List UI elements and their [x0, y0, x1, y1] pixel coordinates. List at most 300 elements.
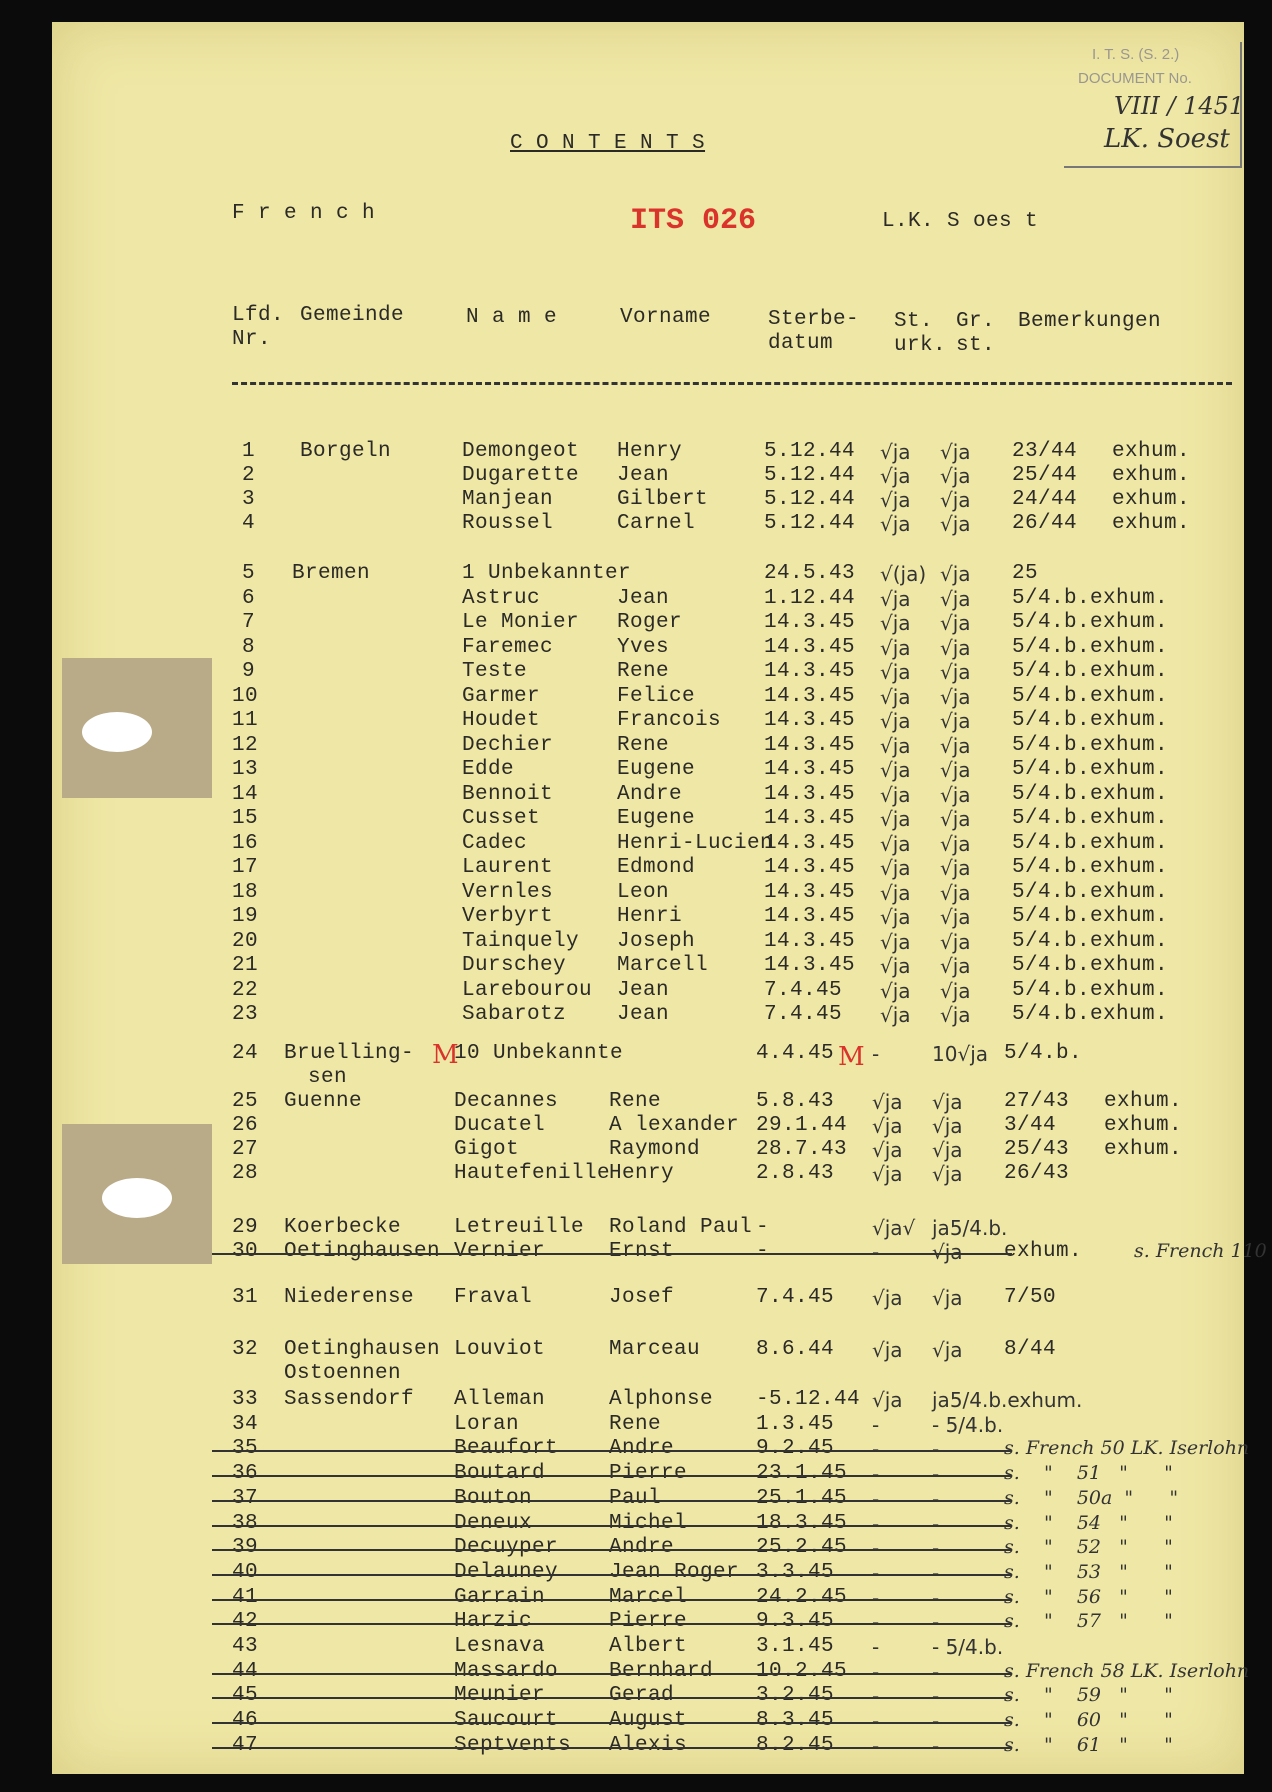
row-number: 31 — [232, 1286, 259, 1309]
row-name: Vernles — [462, 880, 554, 904]
row-st-urk: √ja — [880, 440, 911, 464]
header-datum: datum — [768, 332, 834, 355]
row-st-urk: √ja — [872, 1162, 903, 1186]
row-st-urk: √ja — [872, 1114, 903, 1138]
row-st-urk: √ja — [872, 1338, 903, 1362]
row-bemerkung: s. " 52 " " — [1004, 1536, 1173, 1559]
row-number: 24 — [232, 1042, 259, 1065]
row-gr-st: - — [932, 1709, 940, 1734]
row-st-urk: √(ja) — [880, 562, 927, 586]
row-vorname: Rene — [617, 660, 670, 683]
row-number: 26 — [232, 1114, 259, 1137]
row-datum: 14.3.45 — [764, 929, 856, 953]
row-st-urk: √ja — [880, 635, 911, 660]
row-name: Meunier — [454, 1684, 546, 1708]
row-st-urk: √ja — [880, 488, 911, 512]
row-bemerkung-2: exhum. — [1112, 512, 1191, 535]
row-datum: 29.1.44 — [756, 1114, 848, 1137]
row-name: Astruc — [462, 586, 541, 610]
row-gr-st: √ja — [940, 684, 971, 709]
row-st-urk: √ja — [880, 586, 911, 611]
row-bemerkung: 25/44 — [1012, 464, 1078, 487]
row-datum: 14.3.45 — [764, 807, 856, 830]
row-number: 15 — [232, 807, 259, 830]
row-gr-st: √ja — [940, 905, 971, 929]
row-gr-st: √ja — [932, 1138, 963, 1162]
row-st-urk: - — [872, 1709, 880, 1734]
row-vorname: Joseph — [617, 929, 696, 953]
row-gr-st: - — [932, 1733, 940, 1758]
row-number: 39 — [232, 1536, 259, 1560]
row-datum: 5.12.44 — [764, 488, 856, 511]
row-datum: 3.1.45 — [756, 1635, 835, 1658]
row-bemerkung: 26/43 — [1004, 1162, 1070, 1185]
row-vorname: Henri-Lucien — [617, 831, 774, 855]
row-vorname: Eugene — [617, 758, 696, 781]
row-gr-st: √ja — [932, 1338, 963, 1362]
row-name: Ducatel — [454, 1114, 546, 1137]
row-vorname: Pierre — [609, 1610, 688, 1634]
row-gr-st: √ja — [940, 660, 971, 684]
row-bemerkung: 8/44 — [1004, 1338, 1057, 1361]
row-gr-st: √ja — [940, 831, 971, 856]
row-vorname: Roland Paul — [609, 1216, 753, 1239]
row-gemeinde-2: Ostoennen — [284, 1362, 402, 1385]
row-gr-st: - — [932, 1437, 940, 1462]
row-bemerkung: 23/44 — [1012, 440, 1078, 463]
row-gemeinde: Bruelling- — [284, 1042, 415, 1065]
row-datum: 14.3.45 — [764, 831, 856, 855]
row-bemerkung: 27/43 — [1004, 1090, 1070, 1113]
row-vorname: Jean — [617, 978, 670, 1002]
row-vorname: Marcell — [617, 954, 709, 977]
row-bemerkung-2: s. French 110 — [1134, 1240, 1267, 1262]
row-bemerkung: 5/4.b.exhum. — [1012, 929, 1169, 953]
strike-line — [212, 1574, 1012, 1576]
row-datum: 7.4.45 — [756, 1286, 835, 1309]
row-vorname: Gerad — [609, 1684, 675, 1708]
header-lfd: Lfd. — [232, 304, 285, 327]
row-bemerkung: 5/4.b.exhum. — [1012, 611, 1169, 634]
row-vorname: Jean — [617, 464, 670, 487]
row-gr-st: √ja — [940, 488, 971, 512]
row-st-urk: √ja — [880, 856, 911, 880]
row-st-urk: √ja — [880, 464, 911, 488]
row-number: 25 — [232, 1090, 259, 1113]
row-name: Dechier — [462, 733, 554, 757]
row-gemeinde: Oetinghausen — [284, 1240, 441, 1263]
red-mark-m2: M — [838, 1042, 865, 1072]
row-gr-st: √ja — [932, 1286, 963, 1310]
row-datum: 1.12.44 — [764, 586, 856, 610]
row-number: 45 — [232, 1684, 259, 1708]
row-name: Fraval — [454, 1286, 533, 1309]
row-bemerkung-2: exhum. — [1104, 1114, 1183, 1137]
row-bemerkung: 5/4.b. — [1004, 1042, 1083, 1065]
row-bemerkung: 5/4.b.exhum. — [1012, 660, 1169, 683]
row-name: Le Monier — [462, 611, 580, 634]
row-st-urk: √ja — [880, 905, 911, 929]
row-bemerkung-2: exhum. — [1112, 464, 1191, 487]
header-gr: Gr. — [956, 310, 996, 333]
row-bemerkung: 5/4.b.exhum. — [1012, 782, 1169, 806]
row-datum: 14.3.45 — [764, 954, 856, 977]
strike-line — [212, 1450, 1012, 1452]
row-number: 19 — [232, 905, 259, 928]
row-st-urk: √ja — [880, 831, 911, 856]
row-vorname: Francois — [617, 709, 722, 732]
row-name: Septvents — [454, 1733, 572, 1757]
row-st-urk: - — [872, 1511, 880, 1536]
row-vorname: Pierre — [609, 1462, 688, 1486]
row-number: 14 — [232, 782, 259, 806]
row-vorname: Roger — [617, 611, 683, 634]
row-st-urk: √ja — [872, 1138, 903, 1162]
row-st-urk: √ja — [880, 660, 911, 684]
row-name: Cusset — [462, 807, 541, 830]
row-bemerkung: 5/4.b.exhum. — [1012, 856, 1169, 879]
row-vorname: Rene — [617, 733, 670, 757]
row-vorname: Yves — [617, 635, 670, 659]
row-name: Dugarette — [462, 464, 580, 487]
row-number: 27 — [232, 1138, 259, 1161]
strike-line — [212, 1253, 1012, 1255]
row-name: Hautefenille — [454, 1162, 611, 1185]
row-name: Harzic — [454, 1610, 533, 1634]
row-name: Delauney — [454, 1560, 559, 1584]
strike-line — [212, 1722, 1012, 1724]
row-vorname: Andre — [617, 782, 683, 806]
row-gr-st: √ja — [940, 929, 971, 954]
stamp-line-2: DOCUMENT No. — [1078, 70, 1192, 87]
row-number: 8 — [242, 635, 256, 659]
row-name: Garrain — [454, 1585, 546, 1609]
row-number: 38 — [232, 1511, 259, 1535]
row-st-urk: √ja — [880, 954, 911, 978]
row-number: 5 — [242, 562, 256, 585]
row-name: Louviot — [454, 1338, 546, 1361]
row-number: 47 — [232, 1733, 259, 1757]
row-vorname: Paul — [609, 1486, 662, 1510]
row-name: Garmer — [462, 684, 541, 708]
row-name: Decannes — [454, 1090, 559, 1113]
row-gemeinde: Borgeln — [300, 440, 392, 463]
row-datum: 3.2.45 — [756, 1684, 835, 1708]
row-st-urk: √ja — [880, 1003, 911, 1027]
row-vorname: Alexis — [609, 1733, 688, 1757]
row-st-urk: - — [872, 1240, 880, 1264]
document-page — [52, 22, 1267, 1774]
document-stamp — [1064, 42, 1245, 168]
row-st-urk: - — [872, 1635, 880, 1659]
row-gr-st: √ja — [940, 1003, 971, 1027]
row-vorname: Albert — [609, 1635, 688, 1658]
row-st-urk: √ja — [880, 880, 911, 905]
row-vorname: Eugene — [617, 807, 696, 830]
row-name: Edde — [462, 758, 515, 781]
row-number: 37 — [232, 1486, 259, 1510]
row-bemerkung: s. " 53 " " — [1004, 1560, 1173, 1583]
row-name: Teste — [462, 660, 528, 683]
row-vorname: Marceau — [609, 1338, 701, 1361]
row-number: 40 — [232, 1560, 259, 1584]
row-st-urk: √ja — [872, 1286, 903, 1310]
row-bemerkung: s. " 61 " " — [1004, 1733, 1173, 1756]
row-datum: 8.2.45 — [756, 1733, 835, 1757]
strike-line — [212, 1673, 1012, 1675]
row-name: Laurent — [462, 856, 554, 879]
row-name: Faremec — [462, 635, 554, 659]
row-name: Verbyrt — [462, 905, 554, 928]
header-st: St. — [894, 310, 934, 333]
row-vorname: Leon — [617, 880, 670, 904]
row-number: 33 — [232, 1388, 259, 1411]
row-name: Boutard — [454, 1462, 546, 1486]
row-bemerkung: s. " 51 " " — [1004, 1462, 1173, 1485]
row-name: 10 Unbekannte — [454, 1042, 624, 1065]
row-name: Bennoit — [462, 782, 554, 806]
row-gr-st: √ja — [932, 1090, 963, 1114]
row-name: Lesnava — [454, 1635, 546, 1658]
strike-line — [212, 1697, 1012, 1699]
row-vorname: Henri — [617, 905, 683, 928]
row-st-urk: √ja — [872, 1388, 903, 1412]
row-datum: 9.2.45 — [756, 1437, 835, 1461]
row-st-urk: √ja — [880, 782, 911, 807]
row-gr-st: 10√ja — [932, 1042, 989, 1066]
page-title: C O N T E N T S — [510, 132, 706, 155]
row-name: Manjean — [462, 488, 554, 511]
row-vorname: Alphonse — [609, 1388, 714, 1411]
stamp-number: VIII / 1451 — [1114, 92, 1245, 120]
row-vorname: Josef — [609, 1286, 675, 1309]
row-datum: 14.3.45 — [764, 758, 856, 781]
row-datum: 14.3.45 — [764, 905, 856, 928]
row-gr-st: - — [932, 1486, 940, 1511]
row-gemeinde: Koerbecke — [284, 1216, 402, 1239]
row-st-urk: - — [872, 1437, 880, 1462]
row-number: 9 — [242, 660, 256, 683]
row-gr-st: - — [932, 1684, 940, 1709]
header-sterbe: Sterbe- — [768, 308, 860, 331]
row-gemeinde-2: sen — [308, 1066, 348, 1089]
row-name: Tainquely — [462, 929, 580, 953]
row-bemerkung: 5/4.b.exhum. — [1012, 586, 1169, 610]
row-vorname: Bernhard — [609, 1659, 714, 1683]
row-datum: 5.12.44 — [764, 440, 856, 463]
row-st-urk: - — [872, 1659, 880, 1684]
row-datum: -5.12.44 — [756, 1388, 861, 1411]
row-gr-st: √ja — [932, 1240, 963, 1264]
row-datum: 14.3.45 — [764, 733, 856, 757]
row-name: Saucourt — [454, 1709, 559, 1733]
row-st-urk: √ja — [880, 978, 911, 1003]
row-bemerkung: 5/4.b.exhum. — [1012, 684, 1169, 708]
row-vorname: Jean Roger — [609, 1560, 740, 1584]
red-mark-m1: M — [432, 1040, 459, 1070]
row-name: Vernier — [454, 1240, 546, 1263]
row-st-urk: √ja√ — [872, 1216, 916, 1240]
row-name: Loran — [454, 1412, 520, 1436]
row-gr-st: - — [932, 1610, 940, 1635]
row-datum: - — [756, 1216, 770, 1239]
row-datum: 14.3.45 — [764, 709, 856, 732]
strike-line — [212, 1525, 1012, 1527]
row-st-urk: - — [872, 1412, 880, 1437]
strike-line — [212, 1475, 1012, 1477]
row-vorname: Jean — [617, 1003, 670, 1026]
row-gr-st: √ja — [940, 758, 971, 782]
row-name: Massardo — [454, 1659, 559, 1683]
row-number: 6 — [242, 586, 256, 610]
row-gr-st: √ja — [932, 1114, 963, 1138]
row-gr-st: - — [932, 1536, 940, 1561]
row-bemerkung: 5/4.b.exhum. — [1012, 807, 1169, 830]
nationality: F r e n c h — [232, 202, 376, 225]
row-vorname: Ernst — [609, 1240, 675, 1263]
row-st-urk: - — [872, 1536, 880, 1561]
row-datum: 14.3.45 — [764, 611, 856, 634]
row-gr-st: ja5/4.b. — [932, 1216, 1008, 1240]
row-st-urk: - — [872, 1610, 880, 1635]
row-vorname: A lexander — [609, 1114, 740, 1137]
row-gr-st: √ja — [940, 807, 971, 831]
row-datum: - — [756, 1240, 770, 1263]
row-name: Deneux — [454, 1511, 533, 1535]
row-bemerkung: 5/4.b.exhum. — [1012, 954, 1169, 977]
row-datum: 14.3.45 — [764, 660, 856, 683]
row-st-urk: √ja — [880, 807, 911, 831]
header-divider — [232, 382, 1232, 385]
row-number: 10 — [232, 684, 259, 708]
row-bemerkung: 5/4.b.exhum. — [1012, 831, 1169, 855]
row-gr-st: √ja — [940, 856, 971, 880]
row-vorname: Andre — [609, 1536, 675, 1560]
row-datum: 14.3.45 — [764, 880, 856, 904]
row-st-urk: - — [872, 1684, 880, 1709]
row-gr-st: √ja — [940, 733, 971, 758]
row-number: 17 — [232, 856, 259, 879]
row-bemerkung-2: exhum. — [1104, 1090, 1183, 1113]
row-bemerkung-2: exhum. — [1104, 1138, 1183, 1161]
row-vorname: Edmond — [617, 856, 696, 879]
row-vorname: Carnel — [617, 512, 696, 535]
row-name: Roussel — [462, 512, 554, 535]
row-number: 34 — [232, 1412, 259, 1436]
row-gr-st: √ja — [940, 464, 971, 488]
strike-line — [212, 1500, 1012, 1502]
row-name: Cadec — [462, 831, 528, 855]
row-name: Larebourou — [462, 978, 593, 1002]
row-st-urk: - — [872, 1733, 880, 1758]
row-gr-st: - — [932, 1560, 940, 1585]
row-gr-st: √ja — [932, 1162, 963, 1186]
row-gemeinde: Guenne — [284, 1090, 363, 1113]
row-gemeinde: Sassendorf — [284, 1388, 415, 1411]
row-bemerkung: 3/44 — [1004, 1114, 1057, 1137]
row-bemerkung: exhum. — [1004, 1240, 1083, 1263]
row-vorname: Marcel — [609, 1585, 688, 1609]
row-bemerkung: 7/50 — [1004, 1286, 1057, 1309]
row-gr-st: √ja — [940, 709, 971, 733]
row-bemerkung-2: exhum. — [1112, 488, 1191, 511]
row-gr-st: √ja — [940, 611, 971, 635]
row-st-urk: - — [872, 1042, 880, 1066]
row-st-urk: √ja — [872, 1090, 903, 1114]
row-name: Beaufort — [454, 1437, 559, 1461]
row-vorname: Rene — [609, 1412, 662, 1436]
row-vorname: Andre — [609, 1437, 675, 1461]
row-datum: 23.1.45 — [756, 1462, 848, 1486]
row-bemerkung: 5/4.b.exhum. — [1012, 978, 1169, 1002]
row-datum: 25.1.45 — [756, 1486, 848, 1510]
row-datum: 5.12.44 — [764, 512, 856, 535]
row-datum: 14.3.45 — [764, 856, 856, 879]
row-datum: 14.3.45 — [764, 782, 856, 806]
its-code: ITS 026 — [630, 204, 757, 238]
row-gemeinde: Niederense — [284, 1286, 415, 1309]
row-datum: 28.7.43 — [756, 1138, 848, 1161]
row-datum: 3.3.45 — [756, 1560, 835, 1584]
row-bemerkung: s. " 59 " " — [1004, 1684, 1173, 1707]
row-st-urk: √ja — [880, 709, 911, 733]
row-vorname: Henry — [609, 1162, 675, 1185]
row-bemerkung-2: exhum. — [1112, 440, 1191, 463]
row-st-urk: √ja — [880, 733, 911, 758]
row-number: 46 — [232, 1709, 259, 1733]
row-gr-st: - — [932, 1462, 940, 1487]
row-gr-st: √ja — [940, 880, 971, 905]
row-name: 1 Unbekannter — [462, 562, 632, 585]
row-datum: 25.2.45 — [756, 1536, 848, 1560]
row-number: 42 — [232, 1610, 259, 1634]
row-datum: 8.6.44 — [756, 1338, 835, 1361]
row-datum: 4.4.45 — [756, 1042, 835, 1065]
row-st-urk: √ja — [880, 512, 911, 536]
row-number: 18 — [232, 880, 259, 904]
strike-line — [212, 1623, 1012, 1625]
row-bemerkung: 5/4.b.exhum. — [1012, 635, 1169, 659]
row-gr-st: - — [932, 1585, 940, 1610]
row-number: 30 — [232, 1240, 259, 1263]
row-gr-st: √ja — [940, 978, 971, 1003]
row-bemerkung: 25/43 — [1004, 1138, 1070, 1161]
row-datum: 2.8.43 — [756, 1162, 835, 1185]
row-vorname: Felice — [617, 684, 696, 708]
row-st-urk: √ja — [880, 611, 911, 635]
row-bemerkung: 25 — [1012, 562, 1039, 585]
row-number: 29 — [232, 1216, 259, 1239]
row-bemerkung: s. French 50 LK. Iserlohn — [1004, 1437, 1250, 1460]
row-gr-st: √ja — [940, 782, 971, 807]
row-bemerkung: 5/4.b.exhum. — [1012, 1003, 1169, 1026]
row-number: 1 — [242, 440, 256, 463]
row-gr-st: - — [932, 1659, 940, 1684]
row-datum: 24.5.43 — [764, 562, 856, 585]
row-number: 43 — [232, 1635, 259, 1658]
row-number: 23 — [232, 1003, 259, 1026]
row-name: Decuyper — [454, 1536, 559, 1560]
row-st-urk: - — [872, 1462, 880, 1487]
stamp-line-1: I. T. S. (S. 2.) — [1092, 46, 1180, 63]
row-st-urk: √ja — [880, 684, 911, 709]
row-gr-st: √ja — [940, 562, 971, 586]
row-number: 44 — [232, 1659, 259, 1683]
row-bemerkung: 24/44 — [1012, 488, 1078, 511]
row-datum: 7.4.45 — [764, 978, 843, 1002]
header-nr: Nr. — [232, 328, 272, 351]
row-datum: 18.3.45 — [756, 1511, 848, 1535]
